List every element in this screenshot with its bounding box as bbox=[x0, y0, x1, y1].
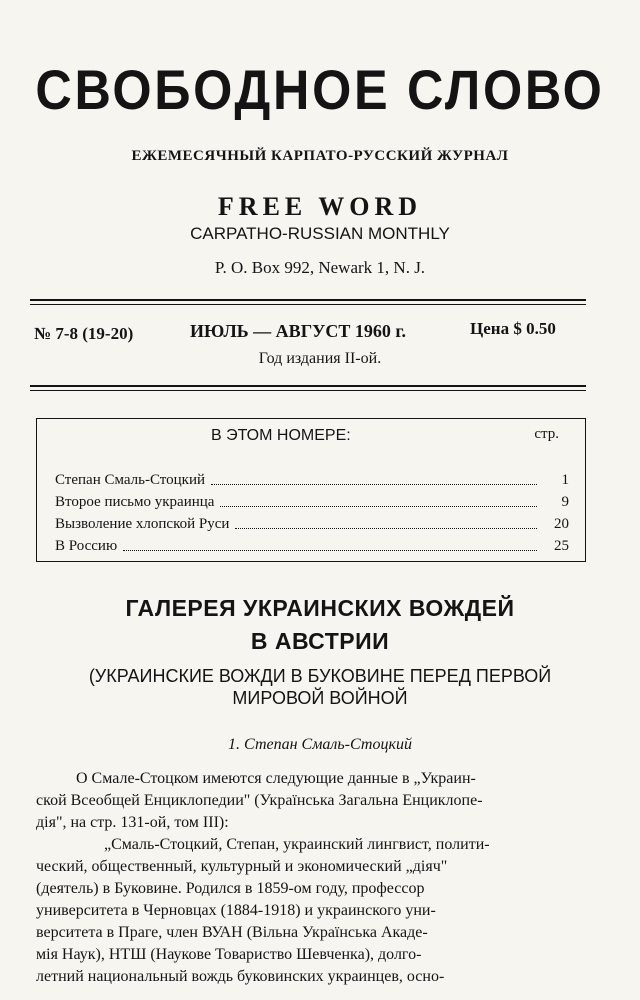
issue-year: Год издания II-ой. bbox=[258, 350, 382, 367]
body-line: летний национальный вождь буковинских украинцев, осно- bbox=[36, 968, 445, 985]
issue-number: № 7-8 (19-20) bbox=[34, 324, 134, 343]
toc-item-page: 1 bbox=[561, 472, 569, 488]
body-line: верситета в Праге, член ВУАН (Вільна Українська Акаде- bbox=[36, 924, 428, 941]
divider-rule bbox=[30, 299, 586, 301]
divider-rule bbox=[30, 385, 586, 387]
masthead-title: СВОБОДНОЕ СЛОВО bbox=[35, 58, 605, 121]
section-heading: 1. Степан Смаль-Стоцкий bbox=[228, 736, 412, 753]
body-line: О Смале-Стоцком имеются следующие данные в „Украин- bbox=[76, 770, 476, 787]
issue-price: Цена $ 0.50 bbox=[470, 319, 556, 338]
body-line: дія", на стр. 131-ой, том III): bbox=[36, 814, 229, 831]
masthead-title-en: FREE WORD bbox=[217, 192, 423, 221]
toc-item-page: 9 bbox=[561, 494, 569, 510]
toc-leader-dots bbox=[235, 528, 537, 529]
body-line: (деятель) в Буковине. Родился в 1859-ом году, профессор bbox=[36, 880, 425, 897]
body-line: мія Наук), НТШ (Наукове Товариство Шевченка), долго- bbox=[36, 946, 422, 963]
table-of-contents bbox=[36, 418, 586, 562]
body-line: „Смаль-Стоцкий, Степан, украинский лингвист, полити- bbox=[104, 836, 490, 853]
toc-item[interactable] bbox=[55, 493, 569, 511]
article-subtitle-line: МИРОВОЙ ВОЙНОЙ bbox=[232, 688, 408, 708]
masthead-subtitle-ru: ЕЖЕМЕСЯЧНЫЙ КАРПАТО-РУССКИЙ ЖУРНАЛ bbox=[131, 148, 509, 164]
toc-item-title: Вызволение хлопской Руси bbox=[55, 516, 230, 532]
toc-leader-dots bbox=[123, 550, 537, 551]
body-line: университета в Черновцах (1884-1918) и украинского уни- bbox=[36, 902, 436, 919]
toc-item-page: 20 bbox=[554, 516, 569, 532]
article-body bbox=[36, 768, 588, 988]
divider-rule bbox=[30, 304, 586, 305]
issue-date: ИЮЛЬ — АВГУСТ 1960 г. bbox=[190, 321, 406, 341]
toc-item[interactable] bbox=[55, 537, 569, 555]
toc-leader-dots bbox=[211, 484, 537, 485]
masthead-address: P. O. Box 992, Newark 1, N. J. bbox=[214, 258, 426, 277]
article-subtitle-line: (УКРАИНСКИЕ ВОЖДИ В БУКОВИНЕ ПЕРЕД ПЕРВОЙ bbox=[88, 666, 552, 686]
article-title-line: В АВСТРИИ bbox=[250, 628, 390, 654]
toc-leader-dots bbox=[220, 506, 537, 507]
body-line: ской Всеобщей Енциклопедии" (Українська Загальна Енциклопе- bbox=[36, 792, 483, 809]
divider-rule bbox=[30, 390, 586, 391]
toc-item[interactable] bbox=[55, 515, 569, 533]
toc-item[interactable] bbox=[55, 471, 569, 489]
toc-item-title: В Россию bbox=[55, 538, 118, 554]
masthead-subtitle-en: CARPATHO-RUSSIAN MONTHLY bbox=[190, 224, 450, 243]
article-title-line: ГАЛЕРЕЯ УКРАИНСКИХ ВОЖДЕЙ bbox=[125, 595, 515, 621]
article-subtitle bbox=[0, 665, 640, 709]
body-line: ческий, общественный, культурный и экономический „діяч" bbox=[36, 858, 448, 875]
toc-item-title: Степан Смаль-Стоцкий bbox=[55, 472, 206, 488]
toc-heading: В ЭТОМ НОМЕРЕ: bbox=[211, 427, 351, 444]
toc-item-page: 25 bbox=[554, 538, 569, 554]
toc-item-title: Второе письмо украинца bbox=[55, 494, 215, 510]
toc-page-label: стр. bbox=[534, 426, 559, 442]
article-title bbox=[0, 592, 640, 658]
